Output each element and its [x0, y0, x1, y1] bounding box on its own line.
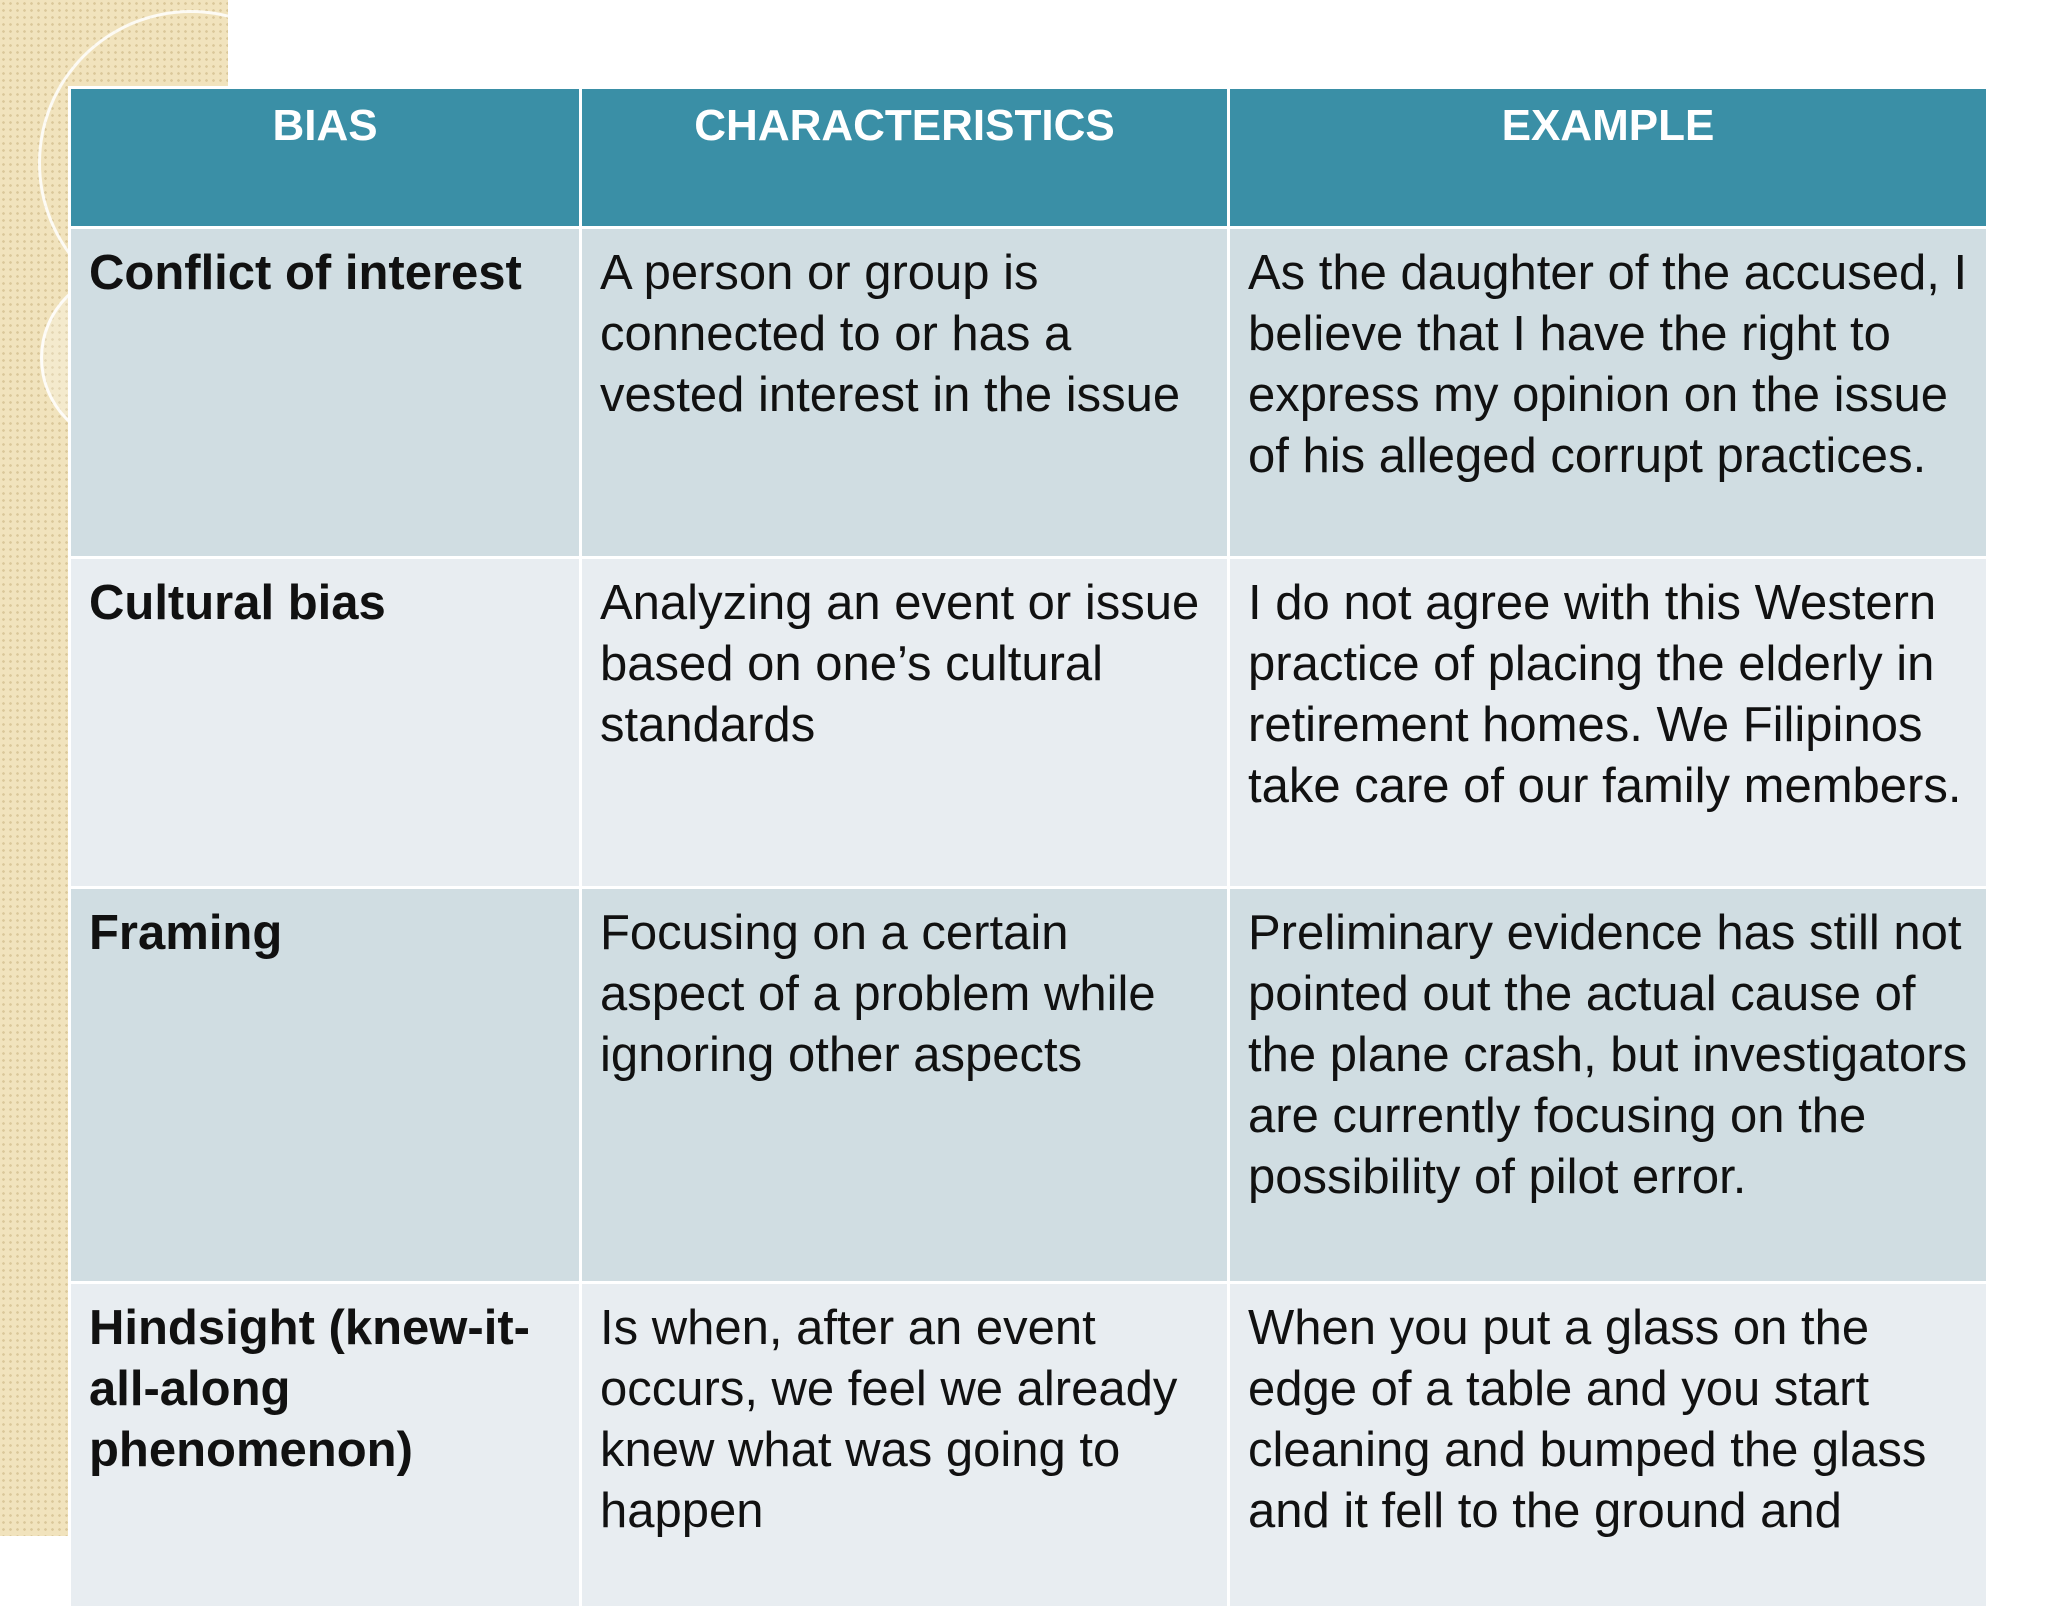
table-row — [70, 558, 1988, 888]
bias-name-cell: Framing — [70, 888, 581, 1283]
header-example: EXAMPLE — [1229, 88, 1988, 228]
example-cell: Preliminary evidence has still not pointed out the actual cause of the plane crash, but investigators are currently focusing on the possibility of pilot error. — [1229, 888, 1988, 1283]
example-cell: When you put a glass on the edge of a table and you start cleaning and bumped the glass and it fell to the ground and — [1229, 1283, 1988, 1608]
header-bias: BIAS — [70, 88, 581, 228]
table-row — [70, 888, 1988, 1283]
characteristics-cell: Focusing on a certain aspect of a problem while ignoring other aspects — [581, 888, 1229, 1283]
table-row — [70, 228, 1988, 558]
bias-table — [68, 86, 1989, 1609]
bias-name-cell: Hindsight (knew-it-all-along phenomenon) — [70, 1283, 581, 1608]
table-header-row — [70, 88, 1988, 228]
example-cell: As the daughter of the accused, I believe that I have the right to express my opinion on the issue of his alleged corrupt practices. — [1229, 228, 1988, 558]
header-characteristics: CHARACTERISTICS — [581, 88, 1229, 228]
characteristics-cell: A person or group is connected to or has a vested interest in the issue — [581, 228, 1229, 558]
bias-name-cell: Cultural bias — [70, 558, 581, 888]
bias-name-cell: Conflict of interest — [70, 228, 581, 558]
characteristics-cell: Is when, after an event occurs, we feel we already knew what was going to happen — [581, 1283, 1229, 1608]
characteristics-cell: Analyzing an event or issue based on one’s cultural standards — [581, 558, 1229, 888]
example-cell: I do not agree with this Western practice of placing the elderly in retirement homes. We Filipinos take care of our family members. — [1229, 558, 1988, 888]
table-row — [70, 1283, 1988, 1608]
